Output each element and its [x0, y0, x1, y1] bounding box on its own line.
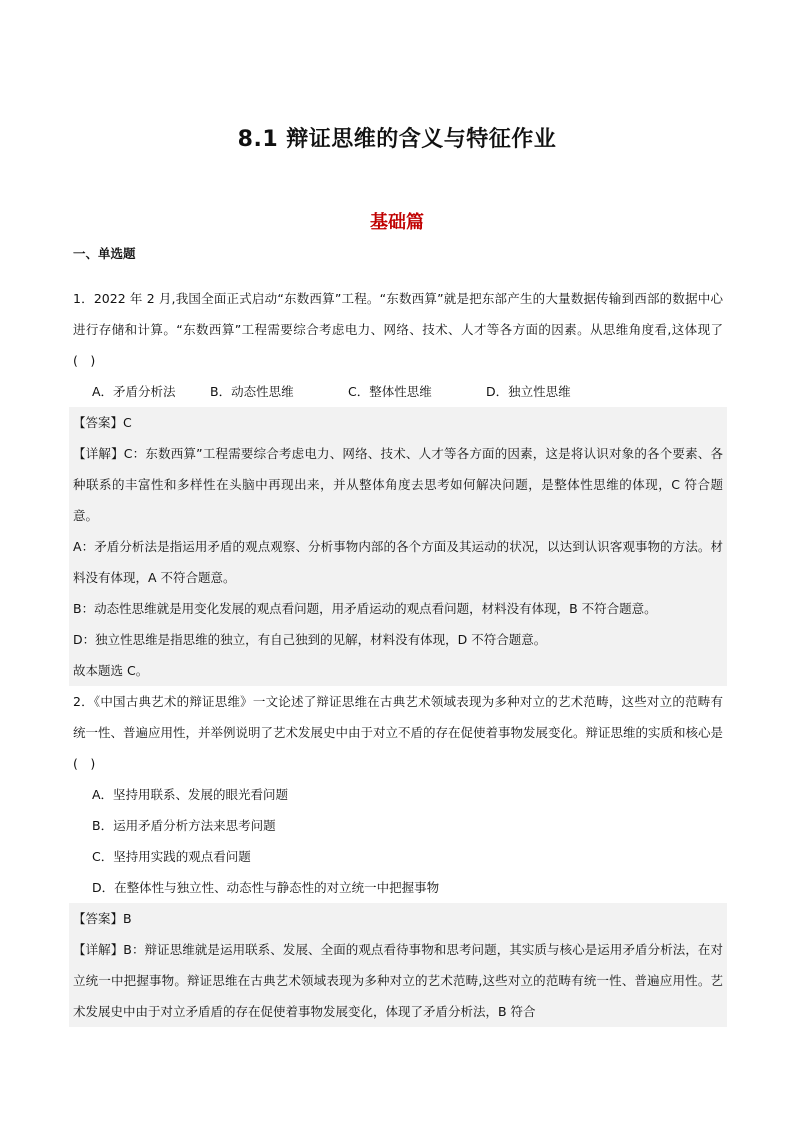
option-d: D．独立性思维 [486, 384, 571, 399]
options-row [73, 376, 723, 407]
option-c: C．坚持用实践的观点看问题 [92, 849, 251, 864]
question-2 [73, 686, 723, 1027]
answer-label: 【答案】C [73, 415, 132, 430]
section-heading: 基础篇 [370, 212, 424, 233]
document-body [73, 283, 723, 1027]
conclusion: 故本题选 C。 [73, 663, 149, 678]
question-stem: 2．《中国古典艺术的辩证思维》一文论述了辩证思维在古典艺术领域表现为多种对立的艺术范畴，这些对立的范畴有统一性、普遍应用性，并举例说明了艺术发展史中由于对立不盾的存在促使着事物发展变化。辩证思维的实质和核心是( ) [73, 694, 724, 771]
option-a: A．矛盾分析法 [92, 384, 176, 399]
option-c: C．整体性思维 [348, 384, 432, 399]
answer-block [69, 903, 727, 1027]
question-stem: 1．2022 年 2 月,我国全面正式启动“东数西算”工程。“东数西算”就是把东部产生的大量数据传输到西部的数据中心进行存储和计算。“东数西算”工程需要综合考虑电力、网络、技术、人才等各方面的因素。从思维角度看,这体现了( ) [73, 291, 723, 368]
answer-label: 【答案】B [73, 911, 132, 926]
question-1 [73, 283, 723, 686]
part-heading: 一、单选题 [73, 246, 136, 261]
analysis-a: A：矛盾分析法是指运用矛盾的观点观察、分析事物内部的各个方面及其运动的状况，以达到认识客观事物的方法。材料没有体现，A 不符合题意。 [73, 539, 723, 585]
answer-detail: 【详解】B：辩证思维就是运用联系、发展、全面的观点看待事物和思考问题，其实质与核心是运用矛盾分析法，在对立统一中把握事物。辩证思维在古典艺术领域表现为多种对立的艺术范畴,这些对立的范畴有统一性、普遍应用性。艺术发展史中由于对立矛盾盾的存在促使着事物发展变化，体现了矛盾分析法，B 符合 [73, 942, 723, 1019]
option-a: A．坚持用联系、发展的眼光看问题 [92, 787, 289, 802]
analysis-d: D：独立性思维是指思维的独立，有自己独到的见解，材料没有体现，D 不符合题意。 [73, 632, 547, 647]
analysis-b: B：动态性思维就是用变化发展的观点看问题，用矛盾运动的观点看问题，材料没有体现，B 不符合题意。 [73, 601, 657, 616]
answer-block [69, 407, 727, 686]
option-d: D．在整体性与独立性、动态性与静态性的对立统一中把握事物 [92, 880, 440, 895]
page-title: 8.1 辩证思维的含义与特征作业 [237, 127, 557, 152]
answer-detail: 【详解】C：东数西算”工程需要综合考虑电力、网络、技术、人才等各方面的因素，这是将认识对象的各个要素、各种联系的丰富性和多样性在头脑中再现出来，并从整体角度去思考如何解决问题，是整体性思维的体现，C 符合题意。 [73, 446, 723, 523]
option-b: B．运用矛盾分析方法来思考问题 [92, 818, 276, 833]
option-b: B．动态性思维 [210, 384, 294, 399]
